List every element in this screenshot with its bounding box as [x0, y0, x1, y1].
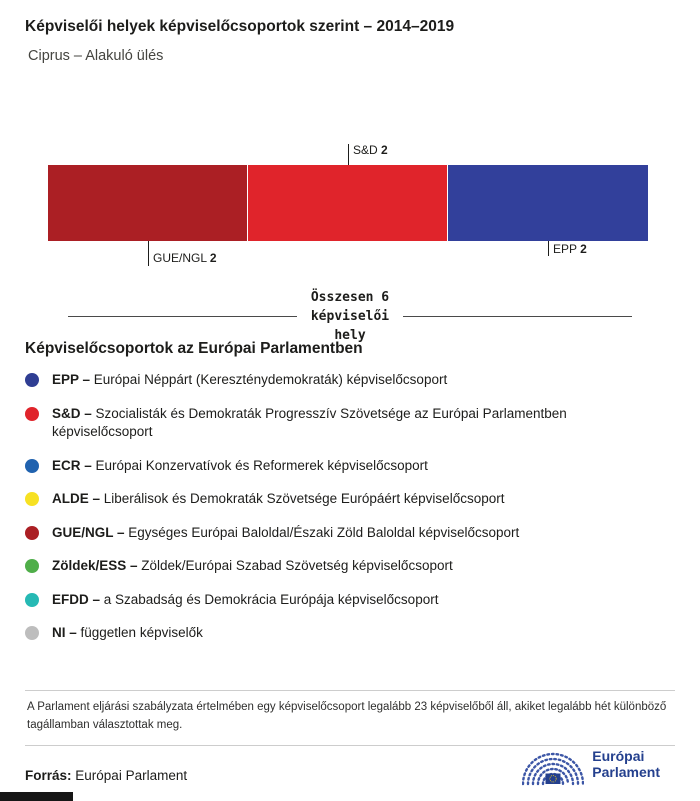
bar-segment-epp [448, 165, 648, 241]
total-line-1: Összesen 6 [310, 290, 390, 305]
legend-label: EFDD – a Szabadság és Demokrácia Európája képviselőcsoport [52, 591, 439, 607]
legend-item [25, 371, 625, 390]
legend-dot-icon [25, 492, 39, 506]
ep-logo-text-line1: Európai [592, 748, 645, 764]
legend-dot-icon [25, 626, 39, 640]
stacked-seat-bar [48, 165, 648, 241]
callout-label: EPP 2 [553, 242, 587, 256]
legend-dot-icon [25, 593, 39, 607]
legend-item [25, 624, 625, 643]
legend-label: EPP – Európai Néppárt (Kereszténydemokraták) képviselőcsoport [52, 372, 448, 387]
bar-segment-s-d [248, 165, 448, 241]
source-line [25, 768, 187, 783]
eu-flag-icon [546, 774, 561, 785]
legend-label: Zöldek/ESS – Zöldek/Európai Szabad Szövetség képviselőcsoport [52, 558, 453, 573]
total-divider-right [403, 316, 632, 317]
legend-heading: Képviselőcsoportok az Európai Parlamentben [25, 340, 363, 357]
ep-logo-text-line2: Parlament [592, 764, 660, 780]
total-seats-block [68, 288, 632, 345]
legend-dot-icon [25, 407, 39, 421]
total-line-2: képviselői [310, 309, 390, 324]
total-divider-left [68, 316, 297, 317]
legend-dot-icon [25, 526, 39, 540]
legend-item [25, 405, 625, 442]
legend-item [25, 457, 625, 476]
callout-line [348, 144, 349, 165]
callout-label: S&D 2 [353, 143, 388, 157]
legend-label: S&D – Szocialisták és Demokraták Progresszív Szövetsége az Európai Parlamentben képviselőcsoport [52, 405, 567, 439]
rules-footnote: A Parlament eljárási szabályzata értelmében egy képviselőcsoport legalább 23 képviselőből áll, akiket legalább hét különböző tagállamban választottak meg. [25, 690, 675, 746]
callout-label: GUE/NGL 2 [153, 251, 217, 265]
legend-label: GUE/NGL – Egységes Európai Baloldal/Északi Zöld Baloldal képviselőcsoport [52, 524, 520, 540]
bar-segment-gue-ngl [48, 165, 248, 241]
legend-list [25, 371, 625, 658]
ep-hemicycle-icon [522, 740, 584, 788]
legend-item [25, 591, 625, 610]
legend-dot-icon [25, 373, 39, 387]
legend-label: ALDE – Liberálisok és Demokraták Szövetsége Európáért képviselőcsoport [52, 491, 505, 506]
legend-dot-icon [25, 559, 39, 573]
seat-distribution-chart [48, 143, 648, 273]
legend-label: ECR – Európai Konzervatívok és Reformerek képviselőcsoport [52, 457, 428, 473]
bottom-strip [0, 792, 73, 801]
source-label: Forrás: [25, 768, 72, 783]
page-subtitle: Ciprus – Alakuló ülés [28, 48, 164, 64]
ep-logo-text [592, 748, 660, 780]
ep-logo [522, 740, 660, 788]
page-title: Képviselői helyek képviselőcsoportok szerint – 2014–2019 [25, 18, 455, 35]
legend-item [25, 490, 625, 509]
total-line-3: hely [334, 328, 366, 343]
legend-label: NI – független képviselők [52, 625, 203, 640]
total-seats-label [311, 288, 389, 345]
source-value: Európai Parlament [75, 768, 188, 783]
callout-line [148, 241, 149, 266]
legend-dot-icon [25, 459, 39, 473]
legend-item [25, 524, 625, 543]
callout-line [548, 241, 549, 256]
legend-item [25, 557, 625, 576]
